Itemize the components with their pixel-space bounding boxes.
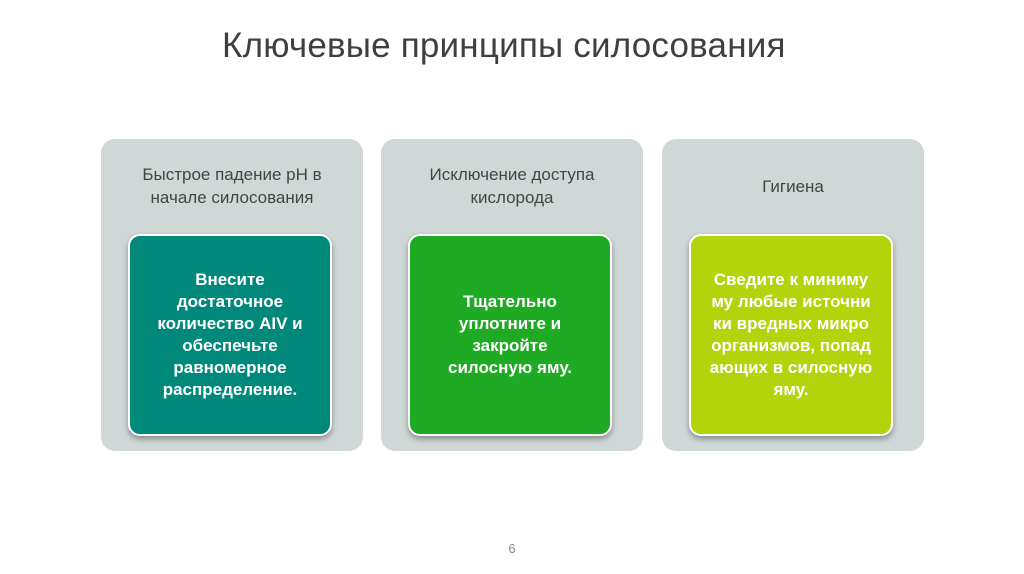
card-header-line: начале силосования xyxy=(150,188,314,207)
principle-card-hygiene xyxy=(662,139,924,451)
card-header-line: Гигиена xyxy=(762,177,824,196)
principle-card-oxygen xyxy=(381,139,643,451)
page-number: 6 xyxy=(508,541,516,556)
card-header-line: кислорода xyxy=(470,188,554,207)
card-header xyxy=(101,163,363,209)
card-action-box xyxy=(689,234,893,436)
slide-title: Ключевые принципы силосования xyxy=(222,26,786,65)
card-action-text: Сведите к минимуму любые источники вредных микроорганизмов, попадающих в силосную яму. xyxy=(709,270,873,399)
principle-card-ph xyxy=(101,139,363,451)
card-header-line: Исключение доступа xyxy=(429,165,595,184)
card-action-box xyxy=(408,234,612,436)
card-header-line: Быстрое падение pH в xyxy=(142,165,322,184)
card-action-text: Тщательно уплотните и закройте силосную яму. xyxy=(447,292,572,377)
card-action-box xyxy=(128,234,332,436)
card-header xyxy=(662,175,924,198)
card-action-text: Внесите достаточное количество AIV и обеспечьте равномерное распределение. xyxy=(157,270,303,399)
card-header xyxy=(381,163,643,209)
